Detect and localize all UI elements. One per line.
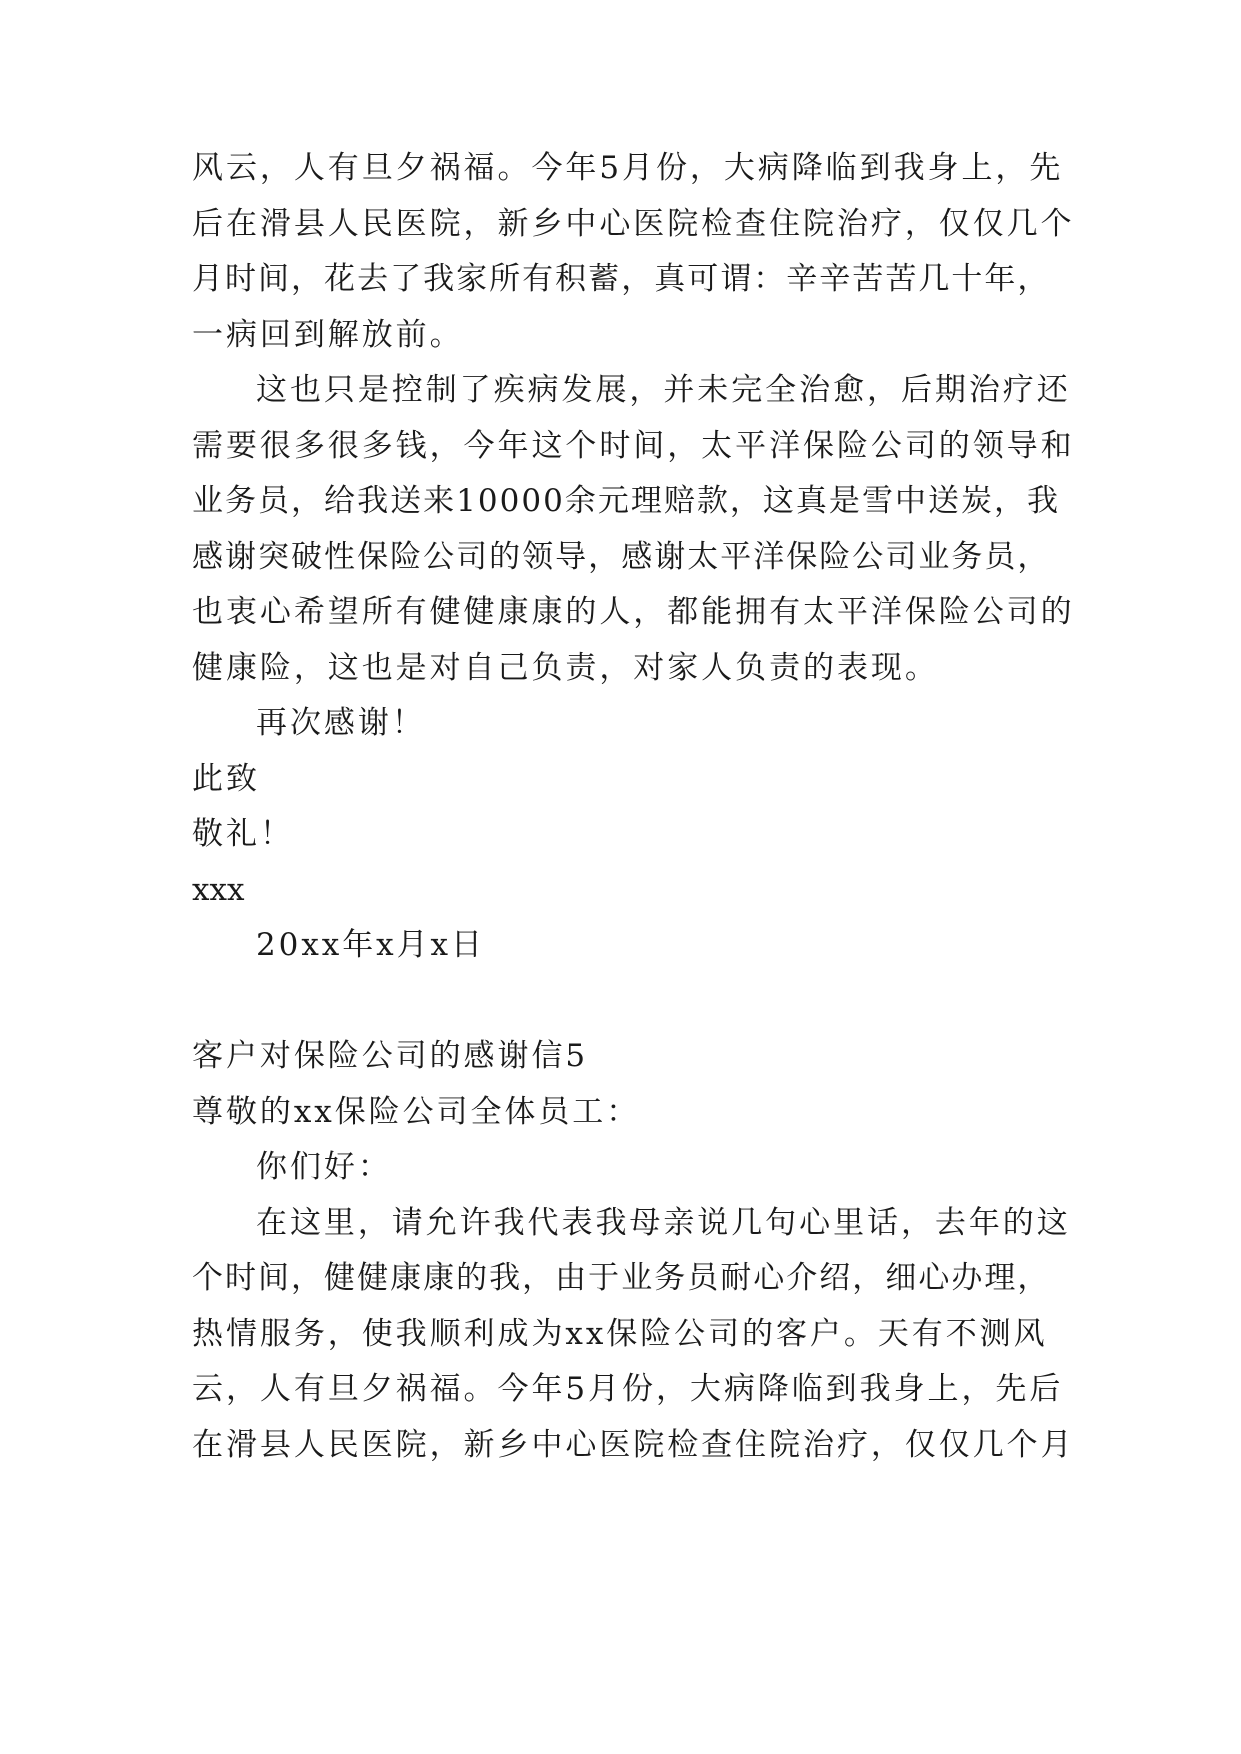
text-line: 感谢突破性保险公司的领导，感谢太平洋保险公司业务员， — [192, 539, 1051, 575]
text-line: 需要很多很多钱，今年这个时间，太平洋保险公司的领导和 — [192, 428, 1075, 464]
closing-cizhi: 此致 — [192, 761, 260, 797]
text-line: 业务员，给我送来10000余元理赔款，这真是雪中送炭，我 — [192, 483, 1061, 519]
text-line: 个时间，健健康康的我，由于业务员耐心介绍，细心办理， — [192, 1260, 1051, 1296]
text-line: 月时间，花去了我家所有积蓄，真可谓：辛辛苦苦几十年， — [192, 261, 1051, 297]
thanks-again: 再次感谢！ — [256, 705, 426, 741]
text-line: 后在滑县人民医院，新乡中心医院检查住院治疗，仅仅几个 — [192, 206, 1075, 242]
greeting: 你们好： — [256, 1149, 392, 1185]
text-line: 热情服务，使我顺利成为xx保险公司的客户。天有不测风 — [192, 1316, 1048, 1352]
text-line: 在滑县人民医院，新乡中心医院检查住院治疗，仅仅几个月 — [192, 1427, 1075, 1463]
letter-title: 客户对保险公司的感谢信5 — [192, 1038, 589, 1074]
text-line: 健康险，这也是对自己负责，对家人负责的表现。 — [192, 650, 939, 686]
text-line: 风云，人有旦夕祸福。今年5月份，大病降临到我身上，先 — [192, 150, 1064, 186]
text-line: 云，人有旦夕祸福。今年5月份，大病降临到我身上，先后 — [192, 1371, 1064, 1407]
closing-jingli: 敬礼！ — [192, 816, 294, 852]
date-line: 20xx年x月x日 — [256, 927, 485, 963]
text-line: 也衷心希望所有健健康康的人，都能拥有太平洋保险公司的 — [192, 594, 1075, 630]
signature: xxx — [192, 872, 245, 908]
text-line: 一病回到解放前。 — [192, 317, 464, 353]
salutation: 尊敬的xx保险公司全体员工： — [192, 1094, 641, 1130]
paragraph-first-line: 在这里，请允许我代表我母亲说几句心里话，去年的这 — [256, 1205, 1071, 1241]
paragraph-first-line: 这也只是控制了疾病发展，并未完全治愈，后期治疗还 — [256, 372, 1071, 408]
